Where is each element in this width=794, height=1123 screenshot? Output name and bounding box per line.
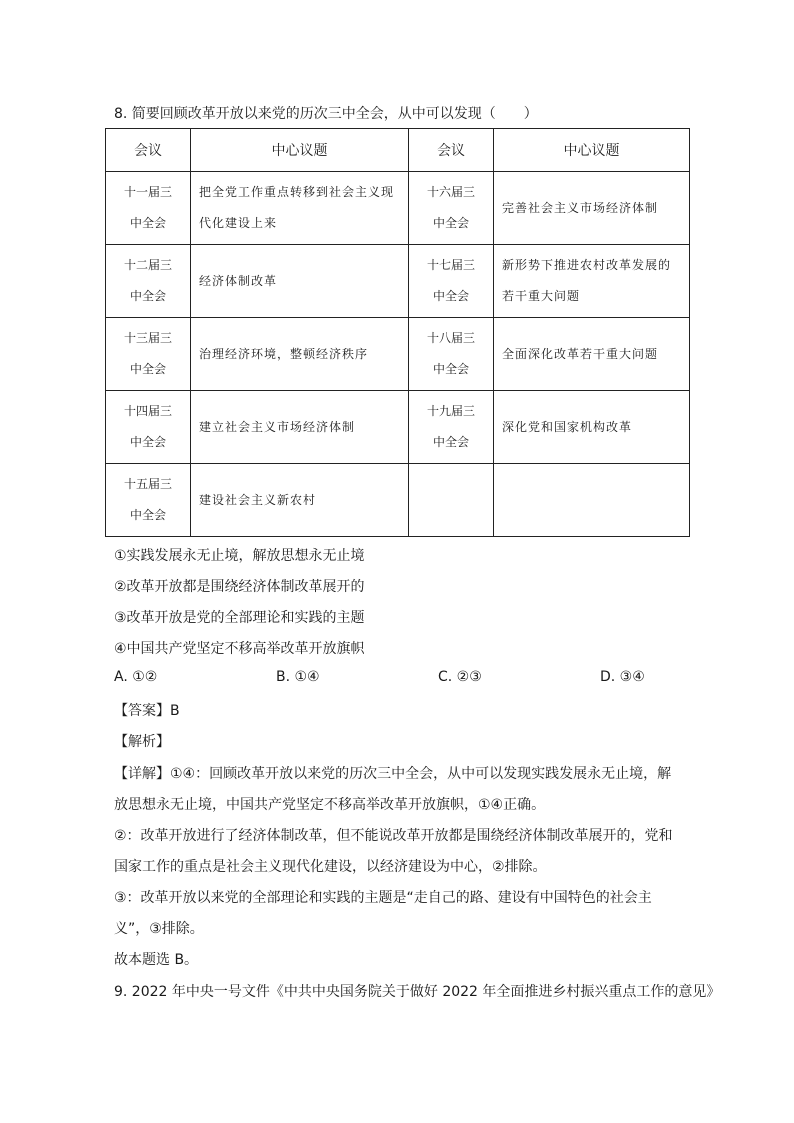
table-row (106, 318, 690, 391)
meeting-line: 中全会 (129, 435, 166, 449)
meeting-cell (409, 172, 494, 245)
option-d: D. ③④ (600, 669, 645, 685)
question-8-stem: 8. 简要回顾改革开放以来党的历次三中全会，从中可以发现（ ） (114, 106, 538, 122)
meeting-line: 十一届三 (123, 185, 172, 199)
topic-cell-empty (494, 464, 690, 537)
topic-cell: 把全党工作重点转移到社会主义现代化建设上来 (191, 172, 409, 245)
option-c: C. ②③ (438, 669, 482, 685)
meeting-line: 中全会 (129, 362, 166, 376)
detail-line: 义”，③排除。 (114, 921, 204, 937)
meeting-cell (106, 172, 191, 245)
meeting-line: 十七届三 (426, 258, 475, 272)
table-row (106, 172, 690, 245)
table-row (106, 464, 690, 537)
meeting-cell (409, 318, 494, 391)
topic-cell: 全面深化改革若干重大问题 (494, 318, 690, 391)
topic-cell: 建设社会主义新农村 (191, 464, 409, 537)
meeting-line: 中全会 (432, 435, 469, 449)
topic-cell: 经济体制改革 (191, 245, 409, 318)
meeting-cell (106, 464, 191, 537)
meeting-cell (106, 391, 191, 464)
meeting-line: 十二届三 (123, 258, 172, 272)
meeting-line: 中全会 (432, 216, 469, 230)
statement-4: ④中国共产党坚定不移高举改革开放旗帜 (114, 641, 365, 657)
topic-cell: 治理经济环境，整顿经济秩序 (191, 318, 409, 391)
header-meeting-1: 会议 (106, 129, 191, 172)
table-row (106, 245, 690, 318)
option-a: A. ①② (114, 669, 158, 685)
detail-conclusion: 故本题选 B。 (114, 952, 199, 968)
topic-cell: 建立社会主义市场经济体制 (191, 391, 409, 464)
detail-line: 国家工作的重点是社会主义现代化建设，以经济建设为中心，②排除。 (114, 859, 547, 875)
meeting-line: 中全会 (432, 289, 469, 303)
meeting-line: 十六届三 (426, 185, 475, 199)
table-row (106, 391, 690, 464)
meeting-cell (409, 391, 494, 464)
topic-cell: 新形势下推进农村改革发展的若干重大问题 (494, 245, 690, 318)
statement-3: ③改革开放是党的全部理论和实践的主题 (114, 610, 365, 626)
header-topic-2: 中心议题 (494, 129, 690, 172)
table-header-row (106, 129, 690, 172)
meeting-line: 中全会 (432, 362, 469, 376)
meeting-cell (106, 318, 191, 391)
meeting-line: 中全会 (129, 216, 166, 230)
meeting-line: 中全会 (129, 289, 166, 303)
meeting-line: 十三届三 (123, 331, 172, 345)
meeting-line: 十五届三 (123, 477, 172, 491)
plenary-sessions-table (105, 128, 690, 537)
meeting-line: 十九届三 (426, 404, 475, 418)
analysis-label: 【解析】 (114, 734, 170, 750)
statement-2: ②改革开放都是围绕经济体制改革展开的 (114, 579, 365, 595)
detail-line: ③：改革开放以来党的全部理论和实践的主题是“走自己的路、建设有中国特色的社会主 (114, 890, 652, 906)
detail-line: 放思想永无止境，中国共产党坚定不移高举改革开放旗帜，①④正确。 (114, 797, 546, 813)
option-b: B. ①④ (276, 669, 320, 685)
detail-line: 【详解】①④：回顾改革开放以来党的历次三中全会，从中可以发现实践发展永无止境，解 (114, 766, 672, 782)
meeting-line: 十八届三 (426, 331, 475, 345)
meeting-cell-empty (409, 464, 494, 537)
topic-cell: 完善社会主义市场经济体制 (494, 172, 690, 245)
detail-line: ②：改革开放进行了经济体制改革，但不能说改革开放都是围绕经济体制改革展开的，党和 (114, 828, 673, 844)
statement-1: ①实践发展永无止境，解放思想永无止境 (114, 548, 365, 564)
header-topic-1: 中心议题 (191, 129, 409, 172)
meeting-cell (106, 245, 191, 318)
meeting-line: 中全会 (129, 508, 166, 522)
header-meeting-2: 会议 (409, 129, 494, 172)
answer-line: 【答案】B (114, 703, 180, 719)
topic-cell: 深化党和国家机构改革 (494, 391, 690, 464)
meeting-cell (409, 245, 494, 318)
question-9-stem: 9. 2022 年中央一号文件《中共中央国务院关于做好 2022 年全面推进乡村振兴重点工作的意见》 (114, 984, 721, 1000)
meeting-line: 十四届三 (123, 404, 172, 418)
